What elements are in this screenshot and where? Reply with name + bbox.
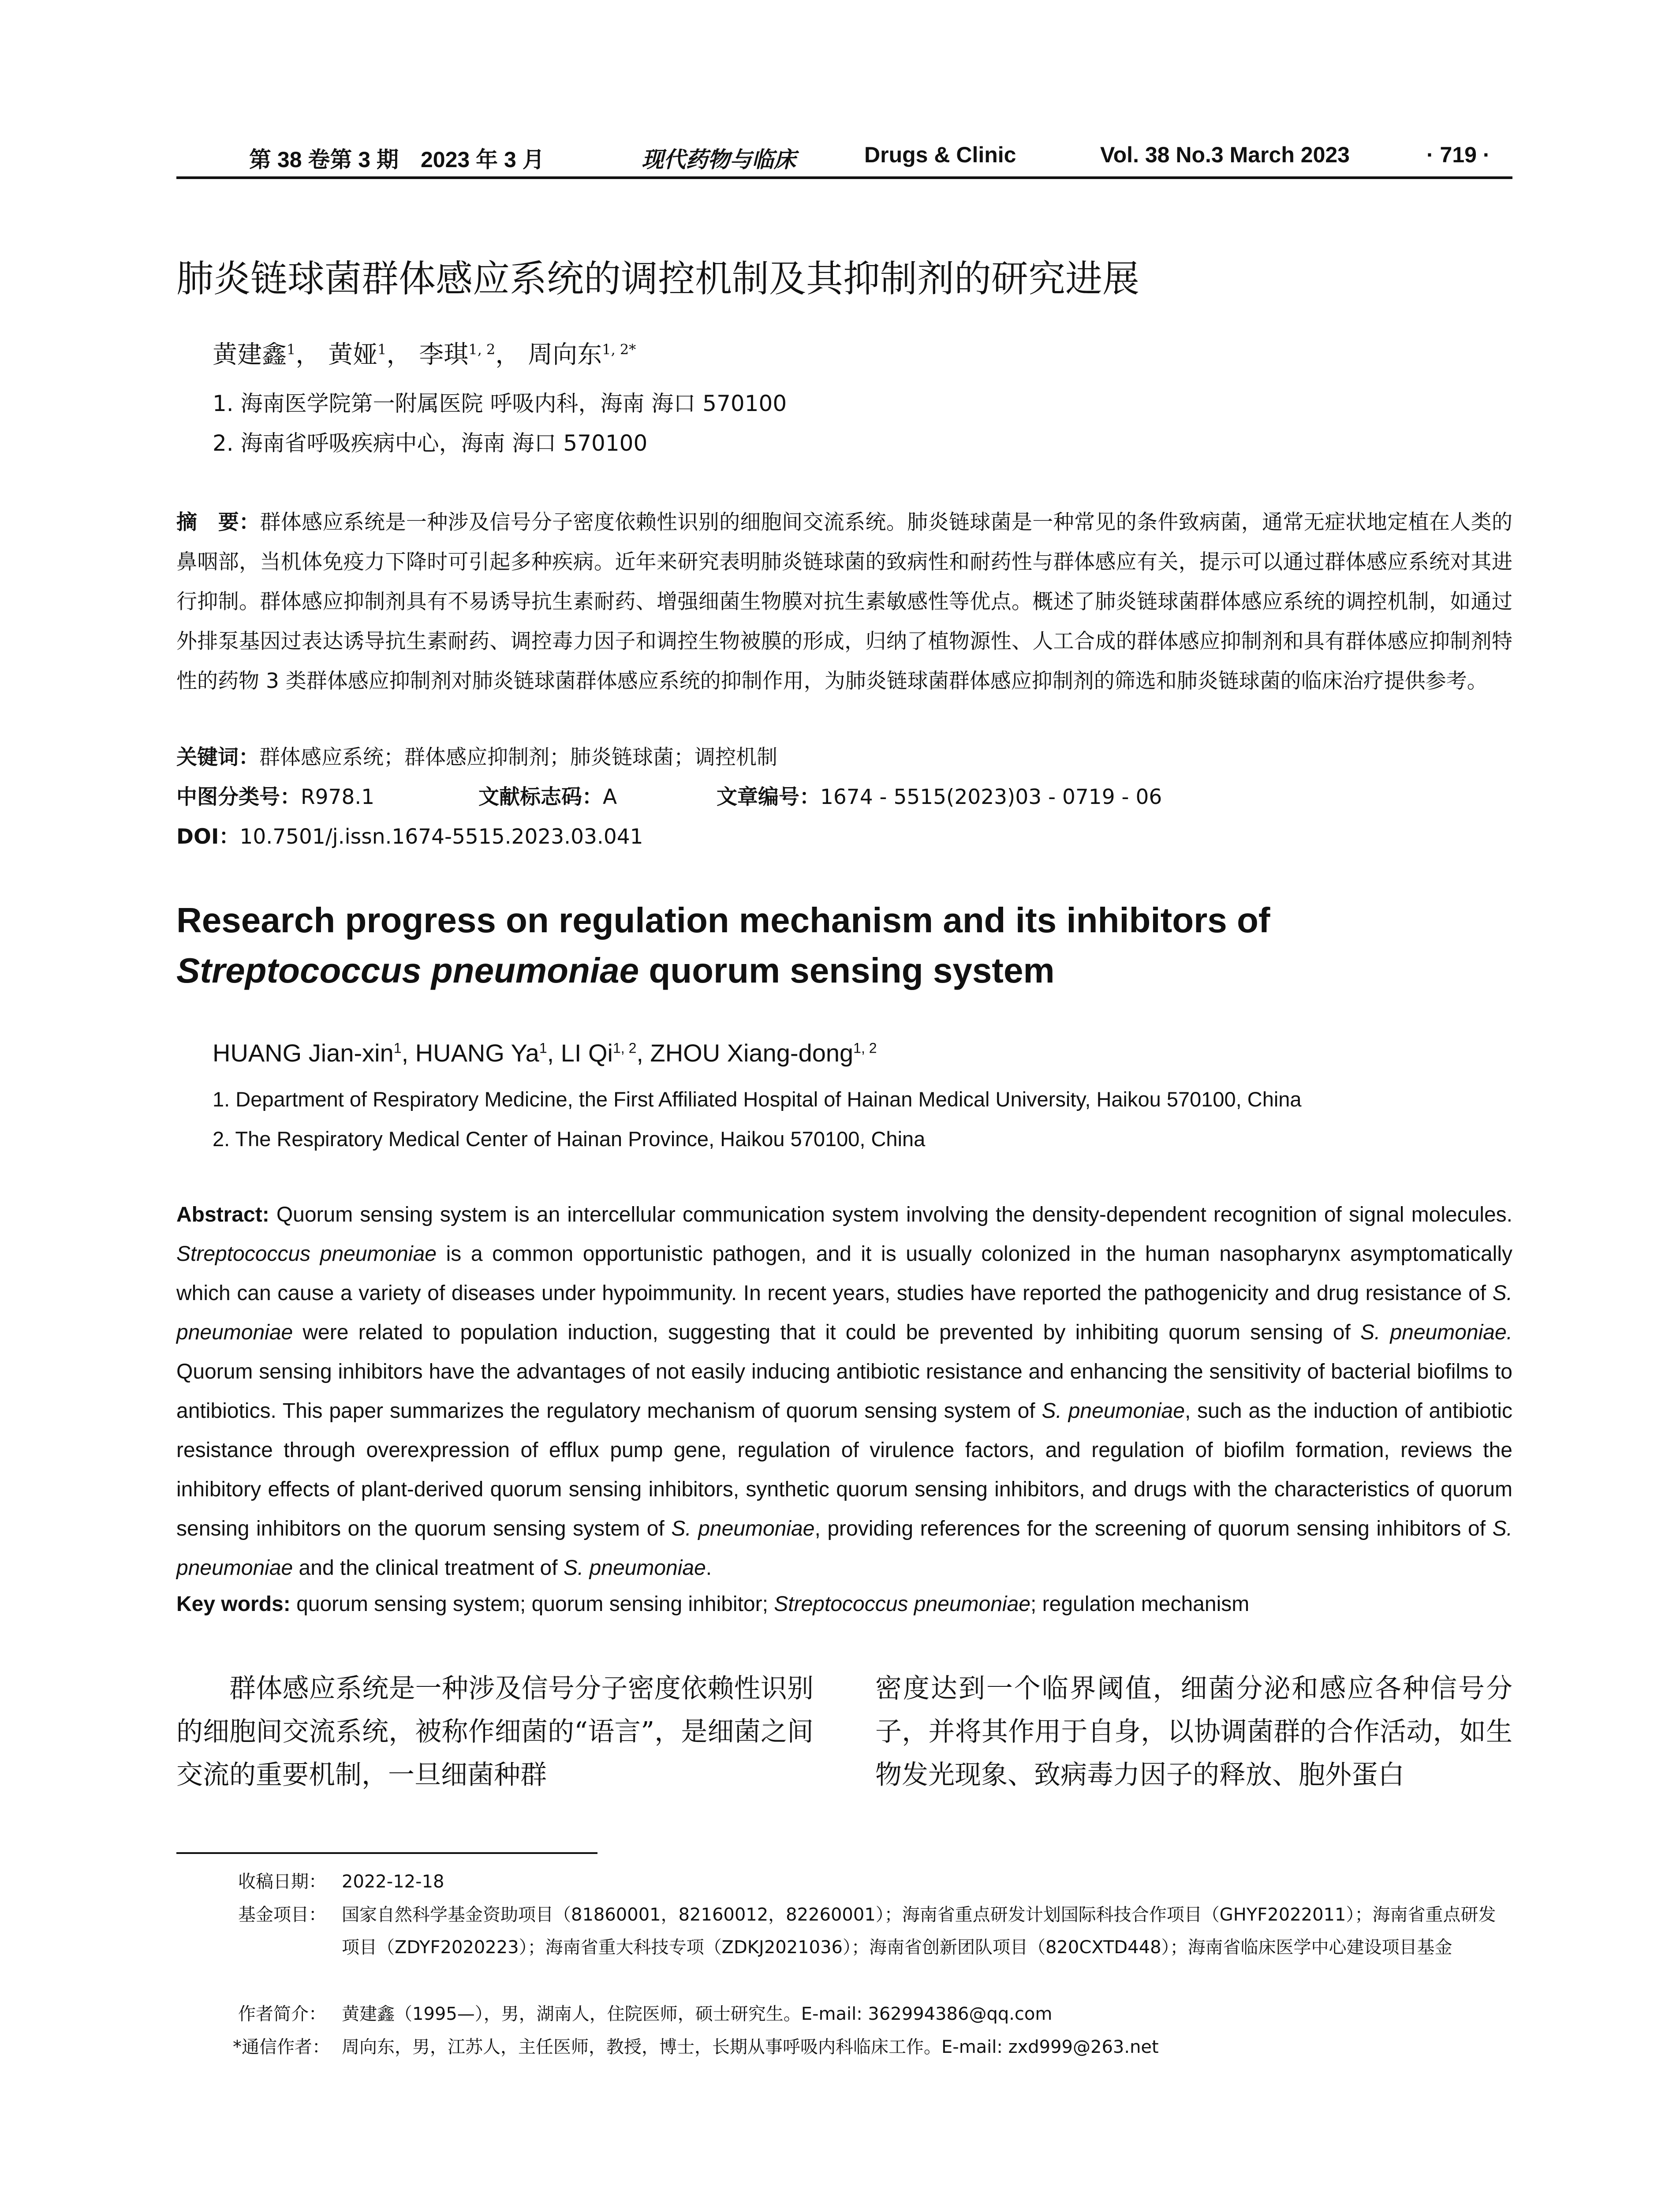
cn-author-sep: ， bbox=[386, 340, 411, 369]
en-abstract bbox=[176, 1195, 1512, 1588]
text-run: quorum sensing system; quorum sensing inhibitor; bbox=[290, 1592, 774, 1616]
italic-species-name: S. pneumoniae bbox=[1042, 1399, 1185, 1423]
en-abstract-text bbox=[176, 1203, 1512, 1580]
footnote-label: *通信作者： bbox=[233, 2037, 330, 2057]
en-keywords bbox=[176, 1592, 1512, 1616]
footnote-text: 国家自然科学基金资助项目（81860001，82160012，82260001）；海南省重点研发计划国际科技合作项目（GHYF2022011）；海南省重点研发项目（ZDYF2020223）；海南省重大科技专项（ZDKJ2021036）；海南省创新团队项目（820CXTD448）；海南省临床医学中心建设项目基金 bbox=[342, 1905, 1496, 1958]
text-run: is a common opportunistic pathogen, and it is usually colonized in the human nasopharynx asymptomatically which can cause a variety of diseases under hypoimmunity. In recent years, studies have reported the pathogenicity and drug resistance of bbox=[176, 1242, 1512, 1305]
en-author-sup: 1 bbox=[393, 1040, 402, 1056]
en-author-sup: 1 bbox=[539, 1040, 547, 1056]
header-rule bbox=[176, 176, 1512, 179]
cn-title: 肺炎链球菌群体感应系统的调控机制及其抑制剂的研究进展 bbox=[176, 257, 1140, 300]
footnote-text: 黄建鑫（1995—），男，湖南人，住院医师，硕士研究生。E-mail: 362994386@qq.com bbox=[342, 2004, 1053, 2024]
cn-article-no-value: 1674 - 5515(2023)03 - 0719 - 06 bbox=[820, 785, 1162, 809]
text-run: ; regulation mechanism bbox=[1030, 1592, 1250, 1616]
cn-abstract-label: 摘 要： bbox=[176, 510, 260, 534]
footnote-label: 作者简介： bbox=[238, 2004, 326, 2024]
header-issue-en: Vol. 38 No.3 March 2023 bbox=[1100, 142, 1350, 167]
italic-species-name: S. pneumoniae bbox=[176, 1282, 1512, 1344]
en-title bbox=[176, 895, 1521, 996]
body-column-right: 密度达到一个临界阈值，细菌分泌和感应各种信号分子，并将其作用于自身，以协调菌群的合作活动，如生物发光现象、致病毒力因子的释放、胞外蛋白 bbox=[875, 1673, 1512, 1790]
en-affiliation: 1. Department of Respiratory Medicine, the First Affiliated Hospital of Hainan Medical University, Haikou 570100, China bbox=[213, 1088, 1302, 1111]
cn-clc: R978.1 bbox=[301, 785, 375, 809]
text-run: , such as the induction of antibiotic resistance through overexpression of efflux pump gene, regulation of virulence factors, and regulation of biofilm formation, reviews the inhibitory effects of plant-derived quorum sensing inhibitors, synthetic quorum sensing inhibitors, and drugs with the characteristics of quorum sensing inhibitors on the quorum sensing system of bbox=[176, 1399, 1513, 1540]
text-run: Quorum sensing inhibitors have the advantages of not easily inducing antibiotic resistance and enhancing the sensitivity of bacterial biofilms to antibiotics. This paper summarizes the regulatory mechanism of quorum sensing system of bbox=[176, 1360, 1512, 1423]
cn-article-no bbox=[717, 781, 1162, 810]
en-abstract-label: Abstract: bbox=[176, 1203, 269, 1226]
footnote-rule bbox=[176, 1852, 597, 1854]
cn-article-no-label: 文章编号： bbox=[717, 785, 820, 809]
footnote-text: 周向东，男，江苏人，主任医师，教授，博士，长期从事呼吸内科临床工作。E-mail: zxd999@263.net bbox=[342, 2037, 1159, 2057]
en-author: HUANG Ya bbox=[415, 1039, 539, 1067]
italic-species-name: S. pneumoniae. bbox=[1360, 1321, 1513, 1344]
en-author-sep: , bbox=[636, 1039, 650, 1067]
cn-abstract-text: 群体感应系统是一种涉及信号分子密度依赖性识别的细胞间交流系统。肺炎链球菌是一种常见的条件致病菌，通常无症状地定植在人类的鼻咽部，当机体免疫力下降时可引起多种疾病。近年来研究表明肺炎链球菌的致病性和耐药性与群体感应有关，提示可以通过群体感应系统对其进行抑制。群体感应抑制剂具有不易诱导抗生素耐药、增强细菌生物膜对抗生素敏感性等优点。概述了肺炎链球菌群体感应系统的调控机制，如通过外排泵基因过表达诱导抗生素耐药、调控毒力因子和调控生物被膜的形成，归纳了植物源性、人工合成的群体感应抑制剂和具有群体感应抑制剂特性的药物 3 类群体感应抑制剂对肺炎链球菌群体感应系统的抑制作用，为肺炎链球菌群体感应抑制剂的筛选和肺炎链球菌的临床治疗提供参考。 bbox=[176, 510, 1513, 693]
footnote-label: 基金项目： bbox=[238, 1905, 326, 1925]
en-author: LI Qi bbox=[560, 1039, 613, 1067]
en-keywords-text bbox=[291, 1592, 1249, 1616]
cn-doc-code-label: 文献标志码： bbox=[478, 785, 603, 809]
en-keywords-label: Key words: bbox=[176, 1592, 291, 1616]
header-issue-cn: 第 38 卷第 3 期 2023 年 3 月 bbox=[249, 147, 545, 172]
header-journal-en: Drugs & Clinic bbox=[864, 142, 1016, 167]
footnote-label: 收稿日期： bbox=[238, 1872, 326, 1892]
en-author-sep: , bbox=[401, 1039, 415, 1067]
cn-author: 黄建鑫 bbox=[213, 340, 287, 369]
en-author-sup: 1, 2 bbox=[853, 1040, 877, 1056]
cn-keywords-text: 群体感应系统；群体感应抑制剂；肺炎链球菌；调控机制 bbox=[259, 745, 777, 770]
text-run: were related to population induction, suggesting that it could be prevented by inhibiting quorum sensing of bbox=[293, 1321, 1360, 1344]
body-column-left: 群体感应系统是一种涉及信号分子密度依赖性识别的细胞间交流系统，被称作细菌的“语言”，是细菌之间交流的重要机制，一旦细菌种群 bbox=[176, 1673, 814, 1790]
cn-doc-code-value: A bbox=[603, 785, 617, 809]
en-title-part: Research progress on regulation mechanism and its inhibitors of bbox=[176, 901, 1270, 940]
cn-clc-label: 中图分类号： bbox=[176, 785, 301, 809]
header-page-number: · 719 · bbox=[1426, 142, 1490, 167]
text-run: . bbox=[706, 1556, 712, 1580]
cn-doi bbox=[176, 820, 643, 850]
italic-species-name: S. pneumoniae bbox=[563, 1556, 706, 1580]
cn-classification bbox=[176, 781, 374, 810]
cn-author-sep: ， bbox=[295, 340, 321, 369]
cn-abstract bbox=[176, 503, 1512, 701]
italic-species-name: S. pneumoniae bbox=[671, 1517, 815, 1540]
cn-author-sep: ， bbox=[495, 340, 520, 369]
cn-author: 黄娅 bbox=[328, 340, 378, 369]
cn-doi-value: 10.7501/j.issn.1674-5515.2023.03.041 bbox=[239, 825, 643, 849]
text-run: and the clinical treatment of bbox=[293, 1556, 564, 1580]
en-author-sup: 1, 2 bbox=[613, 1040, 637, 1056]
text-run: , providing references for the screening of quorum sensing inhibitors of bbox=[814, 1517, 1493, 1540]
en-title-species: Streptococcus pneumoniae bbox=[176, 951, 639, 990]
en-affiliation: 2. The Respiratory Medical Center of Hainan Province, Haikou 570100, China bbox=[213, 1127, 926, 1151]
en-author-sep: , bbox=[547, 1039, 561, 1067]
italic-species-name: Streptococcus pneumoniae bbox=[176, 1242, 437, 1266]
en-title-part: quorum sensing system bbox=[639, 951, 1055, 990]
cn-author-sup: 1, 2 bbox=[468, 341, 496, 358]
cn-author: 周向东 bbox=[528, 340, 602, 369]
cn-authors bbox=[213, 335, 636, 370]
cn-author-sup: 1 bbox=[377, 341, 387, 358]
cn-keywords bbox=[176, 741, 777, 770]
text-run: Quorum sensing system is an intercellular communication system involving the density-dependent recognition of signal molecules. bbox=[269, 1203, 1512, 1226]
en-author: HUANG Jian-xin bbox=[213, 1039, 394, 1067]
en-author: ZHOU Xiang-dong bbox=[650, 1039, 854, 1067]
cn-affiliation: 1. 海南医学院第一附属医院 呼吸内科，海南 海口 570100 bbox=[213, 391, 787, 416]
cn-author: 李琪 bbox=[419, 340, 469, 369]
cn-affiliation: 2. 海南省呼吸疾病中心，海南 海口 570100 bbox=[213, 430, 648, 456]
italic-species-name: S. pneumoniae bbox=[176, 1517, 1512, 1580]
cn-author-sup: 1, 2* bbox=[602, 341, 636, 358]
cn-doi-label: DOI： bbox=[176, 825, 240, 849]
cn-doc-code bbox=[478, 781, 617, 810]
en-authors bbox=[213, 1039, 877, 1067]
cn-keywords-label: 关键词： bbox=[176, 745, 259, 770]
italic-species-name: Streptococcus pneumoniae bbox=[774, 1592, 1030, 1616]
footnote-text: 2022-12-18 bbox=[342, 1872, 444, 1892]
cn-author-sup: 1 bbox=[287, 341, 296, 358]
header-journal-cn: 现代药物与临床 bbox=[642, 146, 796, 172]
